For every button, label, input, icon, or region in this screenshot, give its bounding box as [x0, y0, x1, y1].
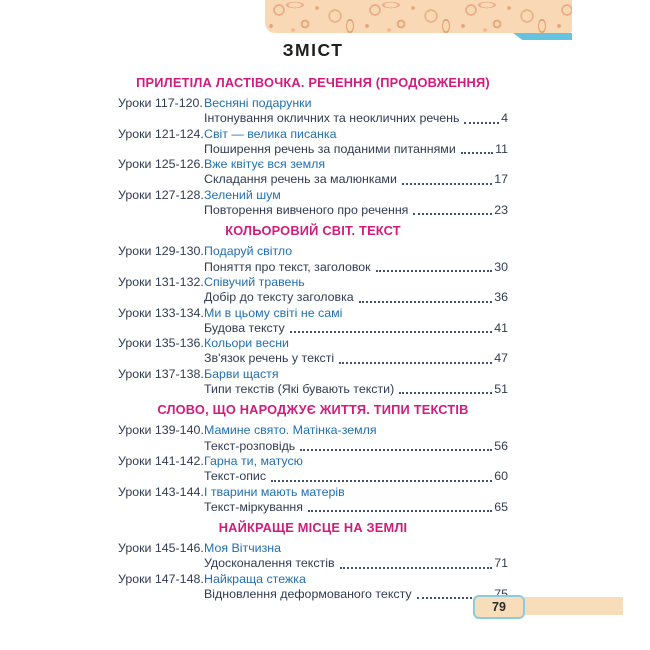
lesson-title: Світ — велика писанка — [204, 126, 337, 141]
lesson-topic: Поняття про текст, заголовок — [204, 259, 371, 274]
lessons-range-label: Уроки 143-144. — [118, 484, 204, 499]
decorative-pattern-band — [265, 0, 572, 33]
lessons-range-label: Уроки 117-120. — [118, 96, 203, 110]
page-title: ЗМІСТ — [282, 40, 344, 60]
page-number: 79 — [492, 600, 506, 614]
blue-accent-bar — [513, 33, 572, 40]
toc-entry — [118, 423, 508, 454]
section-entries — [118, 423, 508, 515]
dot-leader — [376, 270, 493, 272]
toc-entry-title-line — [118, 127, 508, 142]
lesson-title: Кольори весни — [204, 336, 289, 351]
toc-entry — [118, 157, 508, 188]
toc-entry-topic-line — [118, 500, 508, 515]
toc-entry-title-line — [118, 157, 508, 172]
toc-entry — [118, 275, 508, 306]
lesson-topic: Повторення вивченого про речення — [204, 203, 409, 218]
lesson-topic: Інтонування окличних та неокличних речень — [204, 111, 460, 126]
dot-leader — [399, 392, 492, 394]
toc-section — [118, 76, 508, 218]
lesson-title: Найкраща стежка — [204, 571, 306, 586]
lesson-title: Гарна ти, матусю — [204, 453, 303, 468]
toc-entry — [118, 454, 508, 485]
toc-entry-topic-line — [118, 351, 508, 366]
lessons-range-label: Уроки 147-148. — [118, 571, 204, 586]
toc-entry-topic-line — [118, 382, 508, 397]
lesson-topic: Типи текстів (Які бувають тексти) — [204, 382, 395, 397]
dot-leader — [464, 122, 499, 124]
lessons-range-label: Уроки 141-142. — [118, 453, 204, 468]
toc-entry-topic-line — [118, 321, 508, 336]
lesson-topic: Відновлення деформованого тексту — [204, 587, 412, 602]
dot-leader — [413, 213, 492, 215]
toc-section — [118, 224, 508, 397]
toc-entry — [118, 336, 508, 367]
dot-leader — [461, 152, 493, 154]
lesson-title: І тварини мають матерів — [204, 484, 345, 499]
toc-page-number: 56 — [494, 438, 508, 453]
toc-page-number: 71 — [494, 556, 508, 571]
lesson-title: Співучий травень — [204, 274, 305, 289]
lessons-range-label: Уроки 131-132. — [118, 274, 204, 289]
toc-page-number: 51 — [494, 382, 508, 397]
dot-leader — [271, 480, 492, 482]
toc-entry-topic-line — [118, 142, 508, 157]
toc-entry — [118, 572, 508, 603]
toc-entry-topic-line — [118, 172, 508, 187]
section-entries — [118, 96, 508, 218]
lessons-range-label: Уроки 127-128. — [118, 187, 204, 202]
dot-leader — [339, 362, 492, 364]
lesson-title: Вже квітує вся земля — [204, 157, 326, 172]
toc-entry-topic-line — [118, 587, 508, 602]
toc-entry-title-line — [118, 244, 508, 259]
section-heading: ПРИЛЕТІЛА ЛАСТІВОЧКА. РЕЧЕННЯ (ПРОДОВЖЕННЯ) — [136, 75, 490, 90]
lesson-topic: Складання речень за малюнками — [204, 172, 397, 187]
dot-leader — [290, 331, 492, 333]
toc-entry — [118, 188, 508, 219]
toc-entry-title-line — [118, 367, 508, 382]
toc-section — [118, 403, 508, 515]
dot-leader — [340, 567, 493, 569]
lessons-range-label: Уроки 129-130. — [118, 244, 204, 259]
toc-page-number: 36 — [494, 290, 508, 305]
toc-page-number: 30 — [494, 259, 508, 274]
toc-entry-title-line — [118, 454, 508, 469]
table-of-contents — [118, 76, 508, 602]
lesson-title: Ми в цьому світі не самі — [204, 305, 343, 320]
toc-entry-topic-line — [118, 203, 508, 218]
lesson-topic: Удосконалення текстів — [204, 556, 335, 571]
toc-entry — [118, 367, 508, 398]
dot-leader — [402, 183, 492, 185]
toc-entry-title-line — [118, 541, 508, 556]
lessons-range-label: Уроки 125-126. — [118, 157, 204, 172]
lesson-topic: Будова тексту — [204, 320, 285, 335]
lesson-topic: Текст-опис — [204, 469, 267, 484]
toc-page-number: 4 — [501, 111, 508, 126]
toc-page-number: 60 — [494, 469, 508, 484]
lesson-topic: Текст-міркування — [204, 499, 303, 514]
toc-entry — [118, 485, 508, 516]
toc-entry-topic-line — [118, 469, 508, 484]
toc-page-number: 41 — [494, 320, 508, 335]
toc-entry — [118, 306, 508, 337]
dot-leader — [300, 449, 492, 451]
lessons-range-label: Уроки 139-140. — [118, 423, 204, 438]
toc-entry-title-line — [118, 336, 508, 351]
lesson-topic: Текст-розповідь — [204, 438, 296, 453]
lessons-range-label: Уроки 145-146. — [118, 541, 204, 556]
toc-entry-title-line — [118, 423, 508, 438]
lessons-range-label: Уроки 121-124. — [118, 126, 204, 141]
toc-page-number: 11 — [495, 141, 508, 156]
lessons-range-label: Уроки 137-138. — [118, 366, 204, 381]
toc-page-number: 17 — [494, 172, 508, 187]
page-number-badge — [473, 595, 525, 619]
dot-leader — [359, 301, 493, 303]
toc-entry — [118, 244, 508, 275]
toc-entry-topic-line — [118, 439, 508, 454]
toc-entry — [118, 541, 508, 572]
toc-section — [118, 521, 508, 602]
footer-bar — [515, 597, 623, 615]
lessons-range-label: Уроки 135-136. — [118, 336, 204, 351]
lesson-topic: Зв'язок речень у тексті — [204, 351, 335, 366]
toc-entry-title-line — [118, 188, 508, 203]
toc-page-number: 23 — [494, 203, 508, 218]
section-entries — [118, 244, 508, 397]
section-heading: СЛОВО, ЩО НАРОДЖУЄ ЖИТТЯ. ТИПИ ТЕКСТІВ — [157, 402, 469, 418]
toc-entry — [118, 127, 508, 158]
toc-entry-topic-line — [118, 111, 508, 126]
lessons-range-label: Уроки 133-134. — [118, 305, 204, 320]
toc-entry-title-line — [118, 96, 508, 111]
toc-page-number: 65 — [494, 499, 508, 514]
lesson-title: Подаруй світло — [204, 244, 293, 259]
section-entries — [118, 541, 508, 602]
lesson-title: Моя Вітчизна — [204, 541, 281, 556]
lesson-title: Мамине свято. Матінка-земля — [204, 423, 377, 438]
toc-entry-topic-line — [118, 260, 508, 275]
lesson-topic: Добір до тексту заголовка — [204, 290, 354, 305]
toc-entry-title-line — [118, 572, 508, 587]
dot-leader — [308, 510, 492, 512]
section-heading: НАЙКРАЩЕ МІСЦЕ НА ЗЕМЛІ — [218, 520, 408, 536]
toc-entry-title-line — [118, 306, 508, 321]
toc-entry-title-line — [118, 485, 508, 500]
toc-entry — [118, 96, 508, 127]
section-heading: КОЛЬОРОВИЙ СВІТ. ТЕКСТ — [225, 223, 401, 239]
toc-page-number: 47 — [494, 351, 508, 366]
toc-entry-topic-line — [118, 290, 508, 305]
lesson-title: Весняні подарунки — [204, 96, 312, 110]
toc-entry-title-line — [118, 275, 508, 290]
lesson-title: Барви щастя — [204, 366, 279, 381]
lesson-topic: Поширення речень за поданими питаннями — [204, 141, 456, 156]
toc-entry-topic-line — [118, 556, 508, 571]
lesson-title: Зелений шум — [204, 187, 281, 202]
